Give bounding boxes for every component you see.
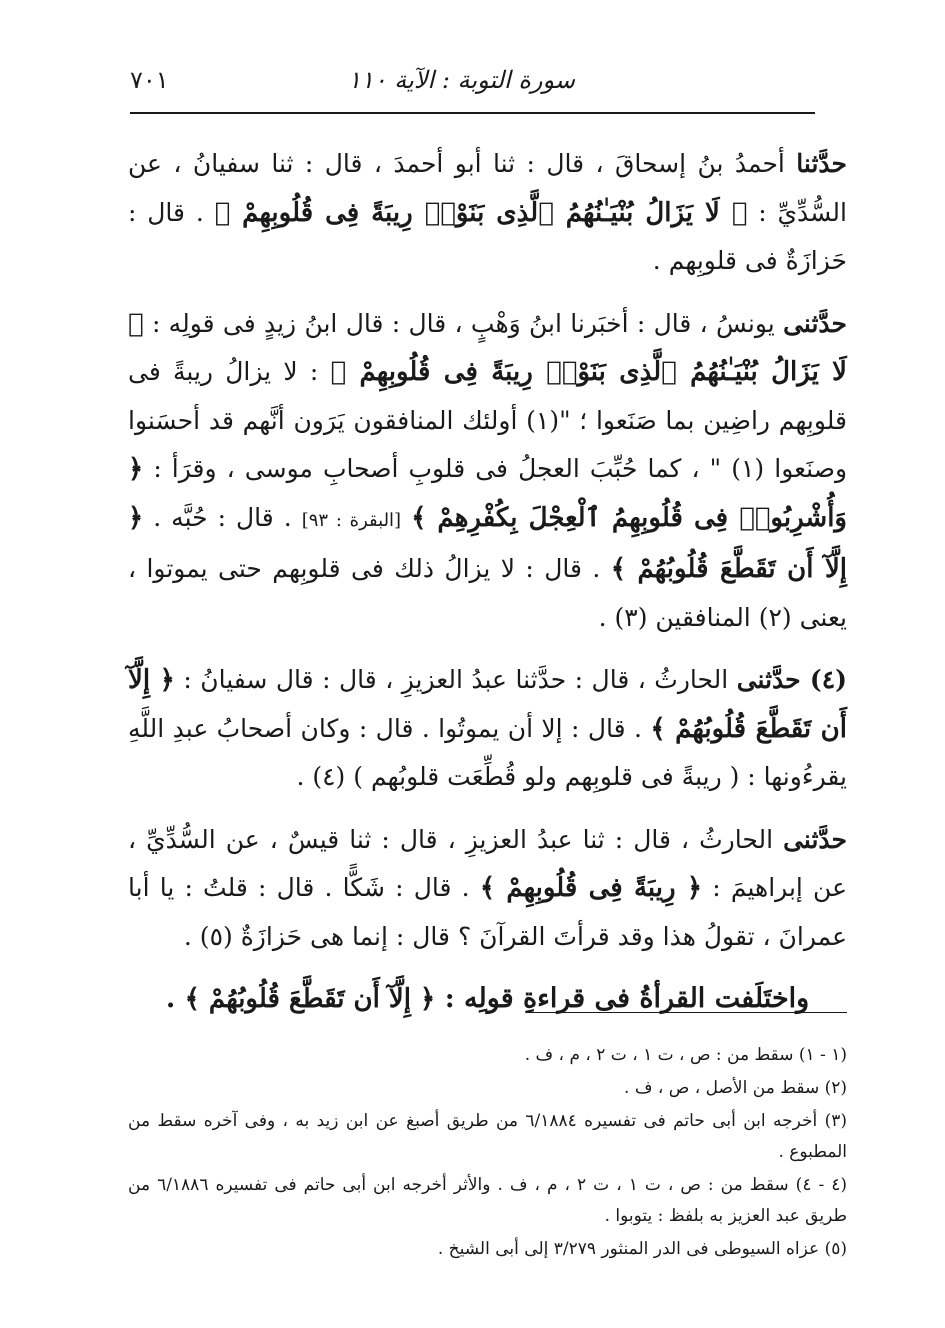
narration-lead: (٤) حدَّثنى (736, 665, 847, 694)
paragraph-text: . قال : إلا أن يموتُوا . قال : وكان أصحابُ عبدِ اللَّهِ يقرءُونها : ( ريبةً فى قلوبِهم ولو قُطِّعَت قلوبُهم ) (٤) . (128, 713, 847, 791)
footnote: (٥) عزاه السيوطى فى الدر المنثور ٣/٢٧٩ إلى أبى الشيخ . (437, 1239, 847, 1259)
verse-reference: [البقرة : ٩٣] (301, 509, 402, 531)
page-number: ٧٠١ (130, 66, 169, 94)
footnote: (٤ - ٤) سقط من : ص ، ت ١ ، ت ٢ ، م ، ف . والأثر أخرجه ابن أبى حاتم فى تفسيره ٦/١٨٨٦ من طريق عبد العزيز به بلفظ : يتوبوا . (128, 1175, 848, 1226)
heading-text: واختَلَفت القرأةُ فى قراءةِ قولِه : (444, 983, 810, 1014)
quran-quote: ﴿ إِلَّآ أَن تَقَطَّعَ قُلُوبُهُمْ ﴾ (128, 665, 847, 744)
quran-quote: ﴿ لَا يَزَالُ بُنْيَـٰنُهُمُ ٱلَّذِى بَنَوْا۟ رِيبَةً فِى قُلُوبِهِمْ ﴾ (214, 197, 748, 228)
header-title: سورة التوبة : الآية ١١٠ (347, 66, 575, 94)
main-text (128, 140, 847, 1038)
quran-quote: ﴿ وَأُشْرِبُوا۟ فِى قُلُوبِهِمُ ٱلْعِجْلَ بِكُفْرِهِمْ ﴾ (128, 454, 847, 533)
paragraph-text: . قال : شَكًّا . قال : قلتُ : يا أبا عمرانَ ، تقولُ هذا وقد قرأتَ القرآنَ ؟ قال : إنما هى حَزازَةٌ (٥) . (128, 873, 847, 951)
paragraph-text: الحارثُ ، قال : ثنا عبدُ العزيزِ ، قال : ثنا قيسٌ ، عن السُّدِّيِّ ، عن إبراهيمَ : (128, 824, 847, 902)
quran-quote: ﴿ رِيبَةً فِى قُلُوبِهِمْ ﴾ (479, 873, 703, 903)
heading-text: . (165, 983, 176, 1014)
section-heading (128, 975, 847, 1024)
footnote-rule (527, 1012, 847, 1013)
paragraph-2 (128, 300, 847, 643)
paragraph-1 (128, 140, 847, 286)
paragraph-text: . قال : حَزازَةٌ فى قلوبِهم . (128, 197, 847, 275)
narration-lead: حدَّثنى (783, 824, 847, 854)
footnotes (128, 1040, 847, 1267)
footnote: (٣) أخرجه ابن أبى حاتم فى تفسيره ٦/١٨٨٤ من طريق أصبغ عن ابن زيد به ، وفى آخره سقط من المطبوع . (128, 1111, 848, 1162)
paragraph-text: : لا يزالُ ريبةً فى قلوبِهم راضِين بما صَنَعوا ؛ "(١) أولئك المنافقون يَرَون أنَّهم قد أحسَنوا وصنَعوا (١) " ، كما حُبِّبَ العجلُ فى قلوبِ أصحابِ موسى ، وقرَأ : (128, 357, 848, 483)
header-rule (130, 112, 815, 114)
quran-quote: ﴿ إِلَّآ أَن تَقَطَّعَ قُلُوبُهُمْ ﴾ (184, 984, 436, 1014)
narration-lead: حدَّثنى (783, 308, 848, 338)
running-header (130, 62, 815, 102)
paragraph-text: . قال : لا يزالُ ذلك فى قلوبِهم حتى يموتوا ، يعنى (٢) المنافقين (٣) . (128, 554, 847, 632)
narration-lead: حدَّثنا (796, 149, 847, 178)
quran-quote: ﴿ لَا يَزَالُ بُنْيَـٰنُهُمُ ٱلَّذِى بَنَوْا۟ رِيبَةً فِى قُلُوبِهِمْ ﴾ (128, 308, 847, 387)
paragraph-text: يونسُ ، قال : أخبَرنا ابنُ وَهْبٍ ، قال : قال ابنُ زيدٍ فى قولِه : (151, 308, 775, 338)
paragraph-4 (128, 816, 847, 962)
paragraph-text: الحارثُ ، قال : حدَّثنا عبدُ العزيزِ ، قال : قال سفيانُ : (183, 665, 729, 694)
quran-quote: ﴿ إِلَّآ أَن تَقَطَّعَ قُلُوبُهُمْ ﴾ (128, 502, 847, 584)
paragraph-3 (128, 656, 847, 802)
paragraph-text: . قال : حُبَّه . (153, 502, 292, 532)
footnote: (٢) سقط من الأصل ، ص ، ف . (624, 1078, 847, 1098)
footnote: (١ - ١) سقط من : ص ، ت ١ ، ت ٢ ، م ، ف . (524, 1045, 847, 1065)
paragraph-text: أحمدُ بنُ إسحاقَ ، قال : ثنا أبو أحمدَ ، قال : ثنا سفيانُ ، عن السُّدِّيِّ : (128, 149, 847, 227)
